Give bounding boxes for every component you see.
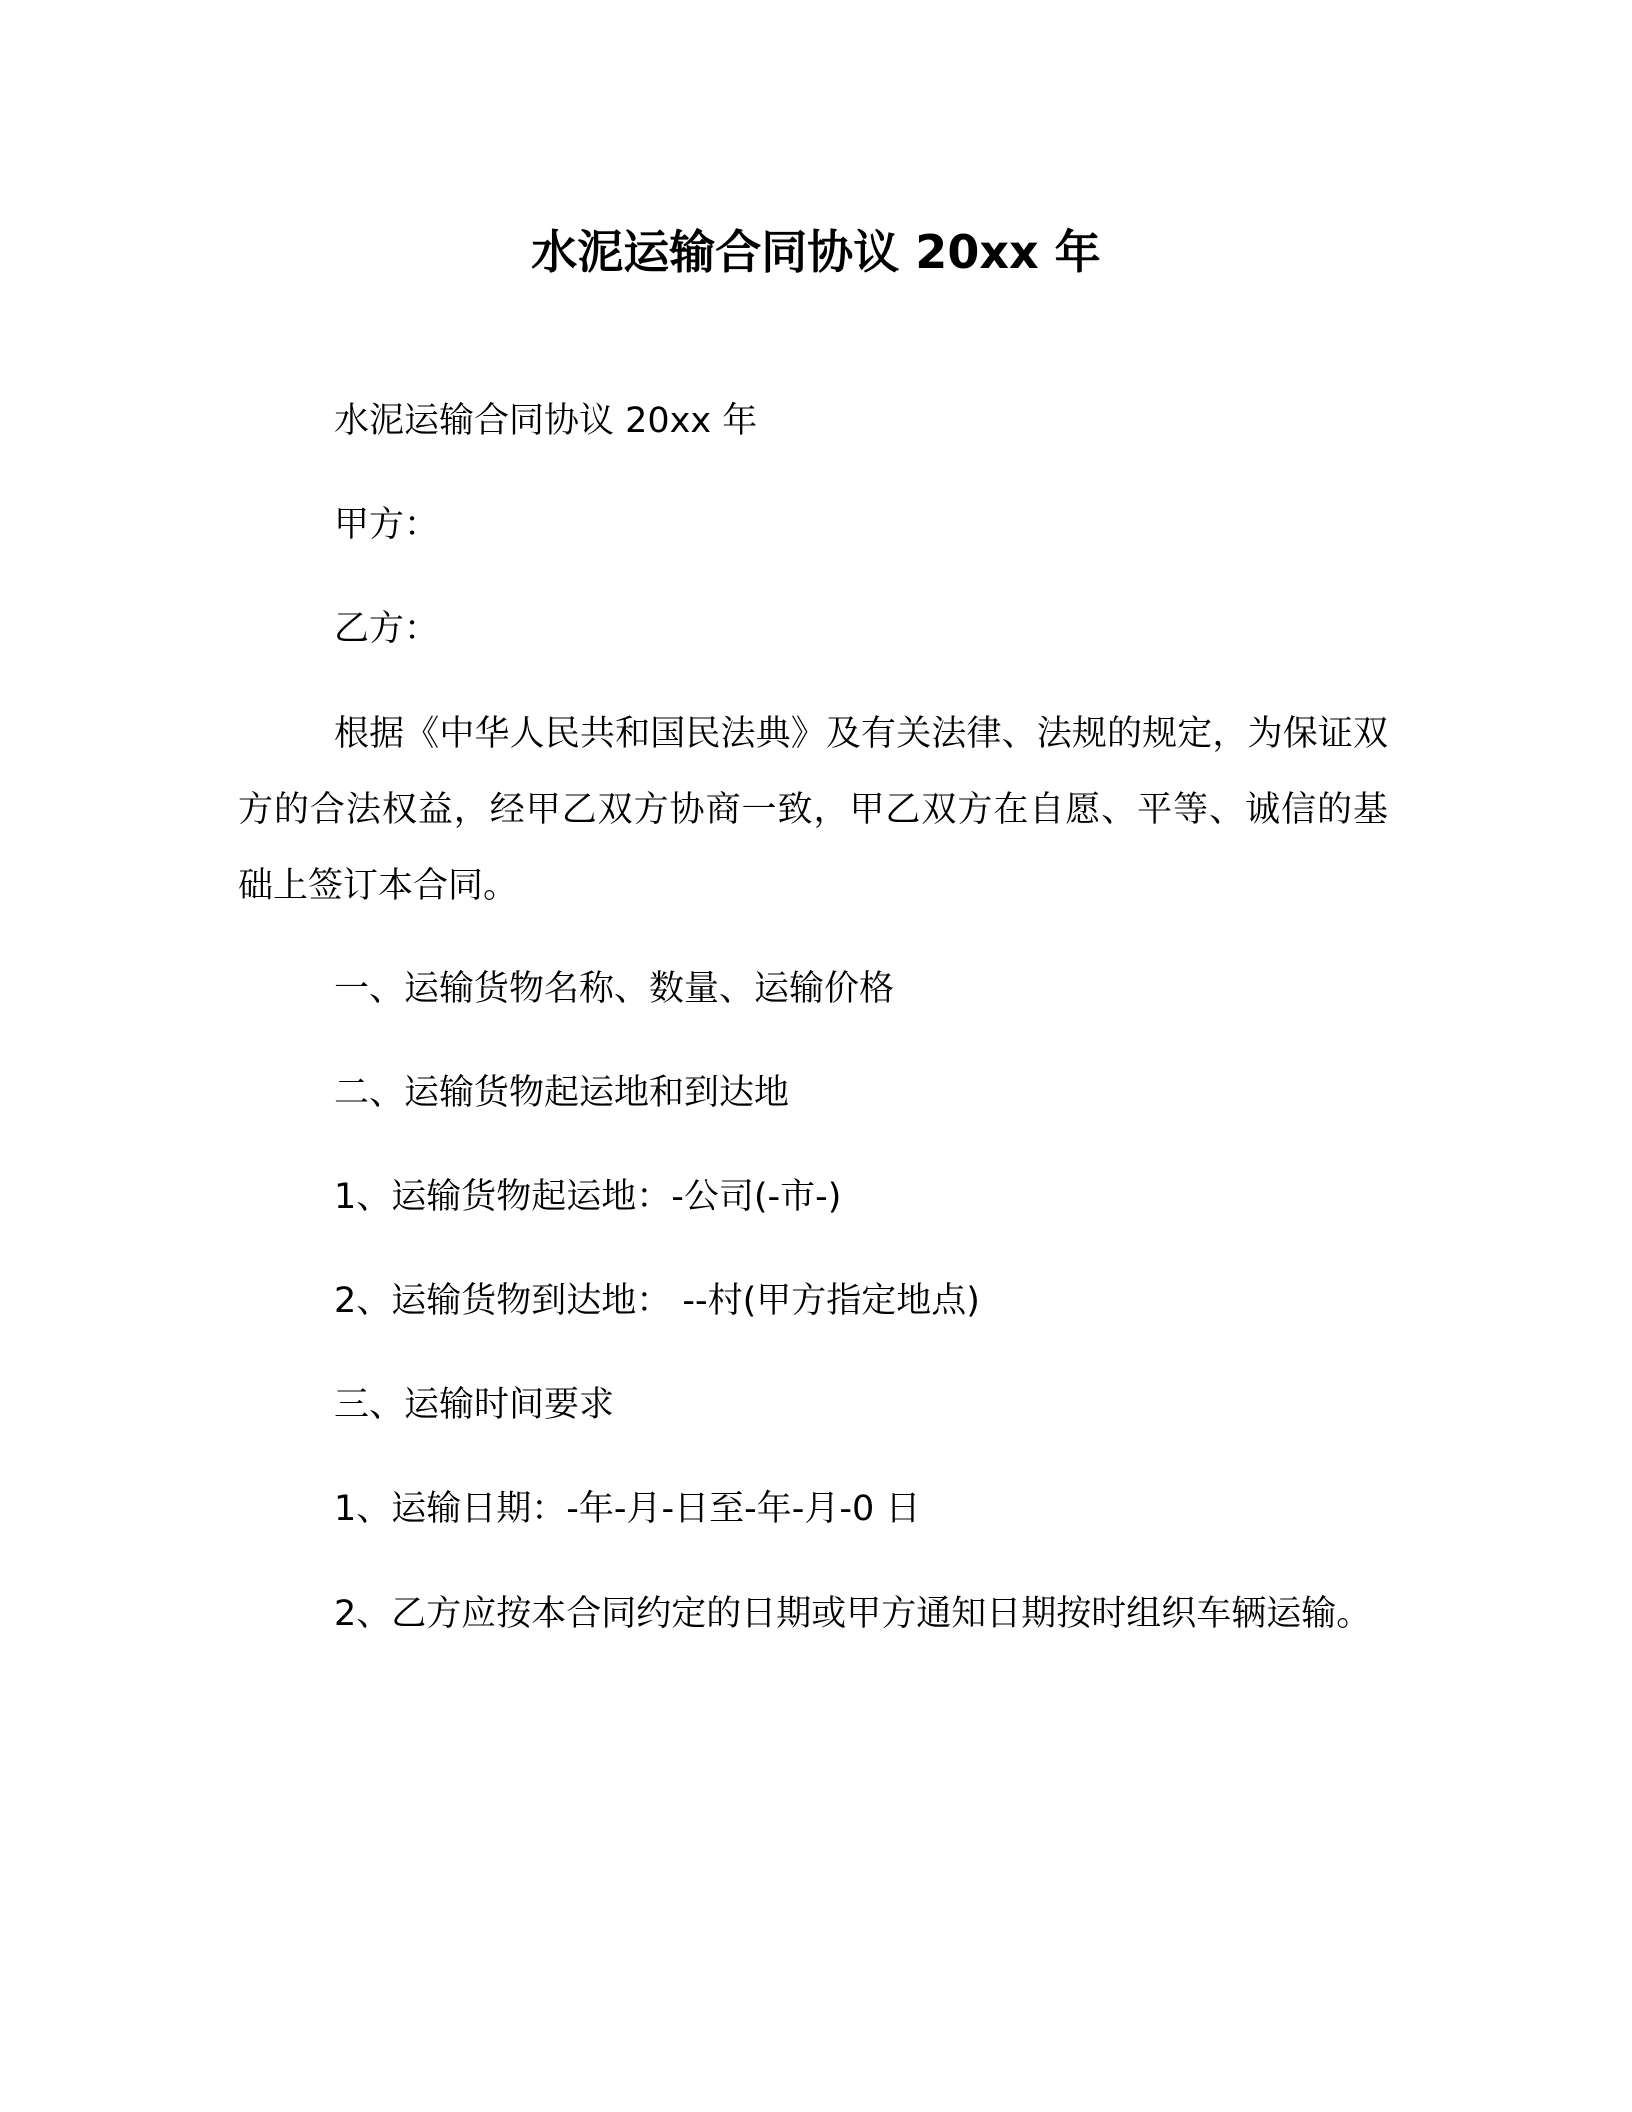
document-title: 水泥运输合同协议 20xx 年 — [531, 225, 1101, 279]
document-subtitle: 水泥运输合同协议 20xx 年 — [334, 401, 758, 441]
party-b-label: 乙方： — [334, 609, 440, 649]
section-2-item-2: 2、运输货物到达地： --村(甲方指定地点) — [334, 1281, 980, 1321]
party-a-label: 甲方： — [334, 505, 440, 545]
section-2-heading: 二、运输货物起运地和到达地 — [334, 1073, 790, 1113]
section-3-item-1: 1、运输日期：-年-月-日至-年-月-0 日 — [334, 1489, 921, 1529]
preamble-paragraph: 根据《中华人民共和国民法典》及有关法律、法规的规定，为保证双方的合法权益，经甲乙双方协商一致，甲乙双方在自愿、平等、诚信的基础上签订本合同。 — [238, 714, 1388, 906]
section-3-heading: 三、运输时间要求 — [334, 1385, 615, 1425]
section-3-item-2: 2、乙方应按本合同约定的日期或甲方通知日期按时组织车辆运输。 — [334, 1594, 1372, 1634]
section-1-heading: 一、运输货物名称、数量、运输价格 — [334, 969, 895, 1009]
section-2-item-1: 1、运输货物起运地：-公司(-市-) — [334, 1177, 842, 1217]
